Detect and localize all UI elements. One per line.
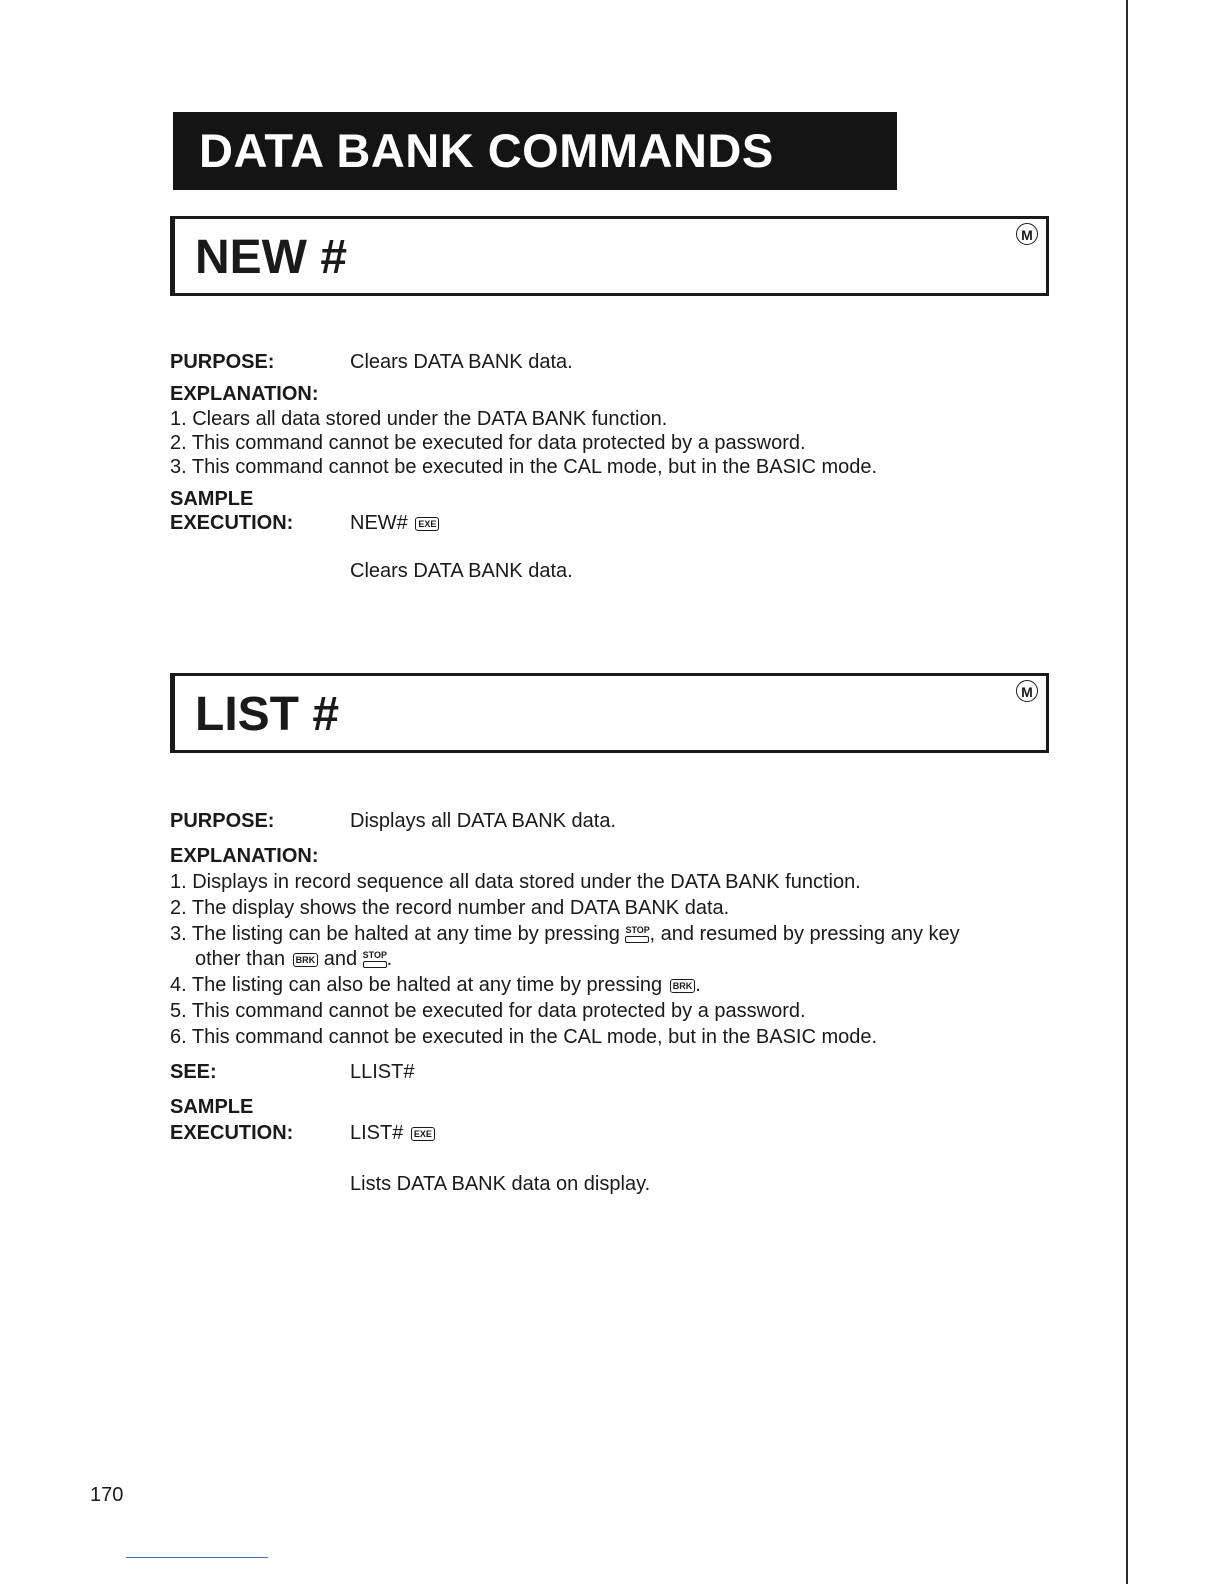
brk-key-icon: BRK [293,953,319,967]
stop-key-icon [625,926,649,943]
new-explanation-item: 3. This command cannot be executed in the CAL mode, but in the BASIC mode. [170,456,878,478]
list-command-title: LIST # [195,688,340,741]
list-sample-code [350,1121,435,1145]
list-explanation-4-part: . [695,974,701,996]
new-sample-label: SAMPLE [170,488,254,510]
list-see-label: SEE: [170,1061,217,1083]
exe-key-icon: EXE [415,517,439,531]
list-explanation-3-part: . [386,948,393,970]
list-purpose-label: PURPOSE: [170,810,275,832]
list-sample-code-text: LIST# [350,1122,404,1144]
list-command-header [170,673,1049,753]
new-explanation-label: EXPLANATION: [170,383,319,405]
list-explanation-label: EXPLANATION: [170,845,319,867]
new-explanation-item: 2. This command cannot be executed for data protected by a password. [170,432,806,454]
list-explanation-item: 2. The display shows the record number and DATA BANK data. [170,897,730,919]
new-sample-result: Clears DATA BANK data. [350,560,573,582]
stop-key-icon [363,951,387,968]
new-execution-label: EXECUTION: [170,512,294,534]
list-purpose-text: Displays all DATA BANK data. [350,810,617,832]
section-banner: DATA BANK COMMANDS [173,112,897,190]
list-explanation-item: 5. This command cannot be executed for data protected by a password. [170,1000,806,1022]
new-command-title: NEW # [195,231,348,284]
mode-m-icon: M [1016,680,1038,702]
list-explanation-4-part: 4. The listing can also be halted at any time by pressing [170,974,663,996]
list-explanation-item: 6. This command cannot be executed in the CAL mode, but in the BASIC mode. [170,1026,878,1048]
list-explanation-item-cont [195,947,392,971]
page-edge-rule [1126,0,1128,1584]
new-command-header [170,216,1049,296]
new-purpose-label: PURPOSE: [170,351,275,373]
list-explanation-item [170,922,960,946]
list-explanation-item: 1. Displays in record sequence all data stored under the DATA BANK function. [170,871,861,893]
new-purpose-text: Clears DATA BANK data. [350,351,573,373]
new-sample-code [350,511,439,535]
list-explanation-3-part: and [323,948,358,970]
bottom-rule [126,1557,268,1558]
list-explanation-3-part: other than [195,948,286,970]
exe-key-icon: EXE [411,1127,435,1141]
stop-key-label: STOP [362,950,387,961]
list-explanation-item [170,973,701,997]
new-explanation-item: 1. Clears all data stored under the DATA BANK function. [170,408,668,430]
list-see-text: LLIST# [350,1061,415,1083]
list-sample-result: Lists DATA BANK data on display. [350,1173,651,1195]
new-sample-code-text: NEW# [350,512,408,534]
page-number: 170 [90,1484,124,1506]
list-explanation-3-part: , and resumed by pressing any key [649,923,960,945]
stop-key-label: STOP [625,925,650,936]
list-explanation-3-part: 3. The listing can be halted at any time by pressing [170,923,620,945]
list-execution-label: EXECUTION: [170,1122,294,1144]
mode-m-icon: M [1016,223,1038,245]
list-sample-label: SAMPLE [170,1096,254,1118]
brk-key-icon: BRK [670,979,696,993]
